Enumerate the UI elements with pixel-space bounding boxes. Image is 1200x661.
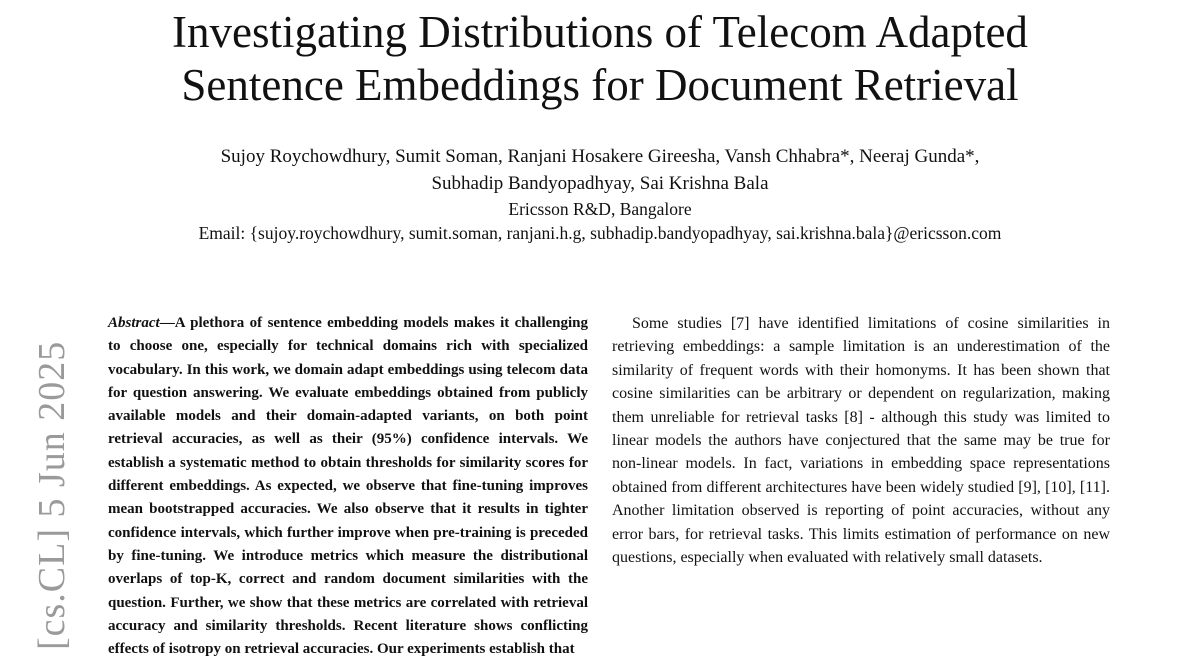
abstract-text: —A plethora of sentence embedding models makes it challenging to choose one, especially for technical domains rich with specialized vocabulary. In this work, we domain adapt embeddings using telecom data for question answering. We evaluate embeddings obtained from publicly available models and their domain-adapted variants, on both point retrieval accuracies, as well as their (95%) confidence intervals. We establish a systematic method to obtain thresholds for similarity scores for different embeddings. As expected, we observe that fine-tuning improves mean bootstrapped accuracies. We also observe that it results in tighter confidence intervals, which further improve when pre-training is preceded by fine-tuning. We introduce metrics which measure the distributional overlaps of top-K, correct and random document similarities with the question. Further, we show that these metrics are correlated with retrieval accuracy and similarity thresholds. Recent literature shows conflicting effects of isotropy on retrieval accuracies. Our experiments establish that (108, 315, 588, 658)
arxiv-side-stamp (30, 340, 73, 650)
author-list-line-1: Sujoy Roychowdhury, Sumit Soman, Ranjani Hosakere Gireesha, Vansh Chhabra*, Neeraj Gunda*, (220, 146, 980, 167)
title-line-1: Investigating Distributions of Telecom Adapted (172, 7, 1028, 57)
intro-column (612, 312, 1110, 569)
abstract-column (108, 312, 588, 661)
affiliation: Ericsson R&D, Bangalore (508, 199, 692, 219)
paper-title (0, 6, 1200, 112)
abstract-label: Abstract (108, 315, 160, 331)
arxiv-stamp-text: [cs.CL] 5 Jun 2025 (31, 340, 73, 650)
author-list-line-2: Subhadip Bandyopadhyay, Sai Krishna Bala (431, 173, 769, 194)
title-line-2: Sentence Embeddings for Document Retrieval (181, 60, 1019, 110)
body-paragraph: Some studies [7] have identified limitations of cosine similarities in retrieving embeddings: a sample limitation is an underestimation of the similarity of frequent words with their homonyms. It has been shown that cosine similarities can be arbitrary or dependent on regularization, making them unreliable for retrieval tasks [8] - although this study was limited to linear models the authors have conjectured that the same may be true for non-linear models. In fact, variations in embedding space representations obtained from different architectures have been widely studied [9], [10], [11]. Another limitation observed is reporting of point accuracies, without any error bars, for retrieval tasks. This limits estimation of performance on new questions, especially when evaluated with relatively small datasets. (612, 315, 1110, 567)
abstract-paragraph (108, 312, 588, 661)
email-line: Email: {sujoy.roychowdhury, sumit.soman, ranjani.h.g, subhadip.bandyopadhyay, sai.krishna.bala}@ericsson.com (198, 223, 1002, 243)
